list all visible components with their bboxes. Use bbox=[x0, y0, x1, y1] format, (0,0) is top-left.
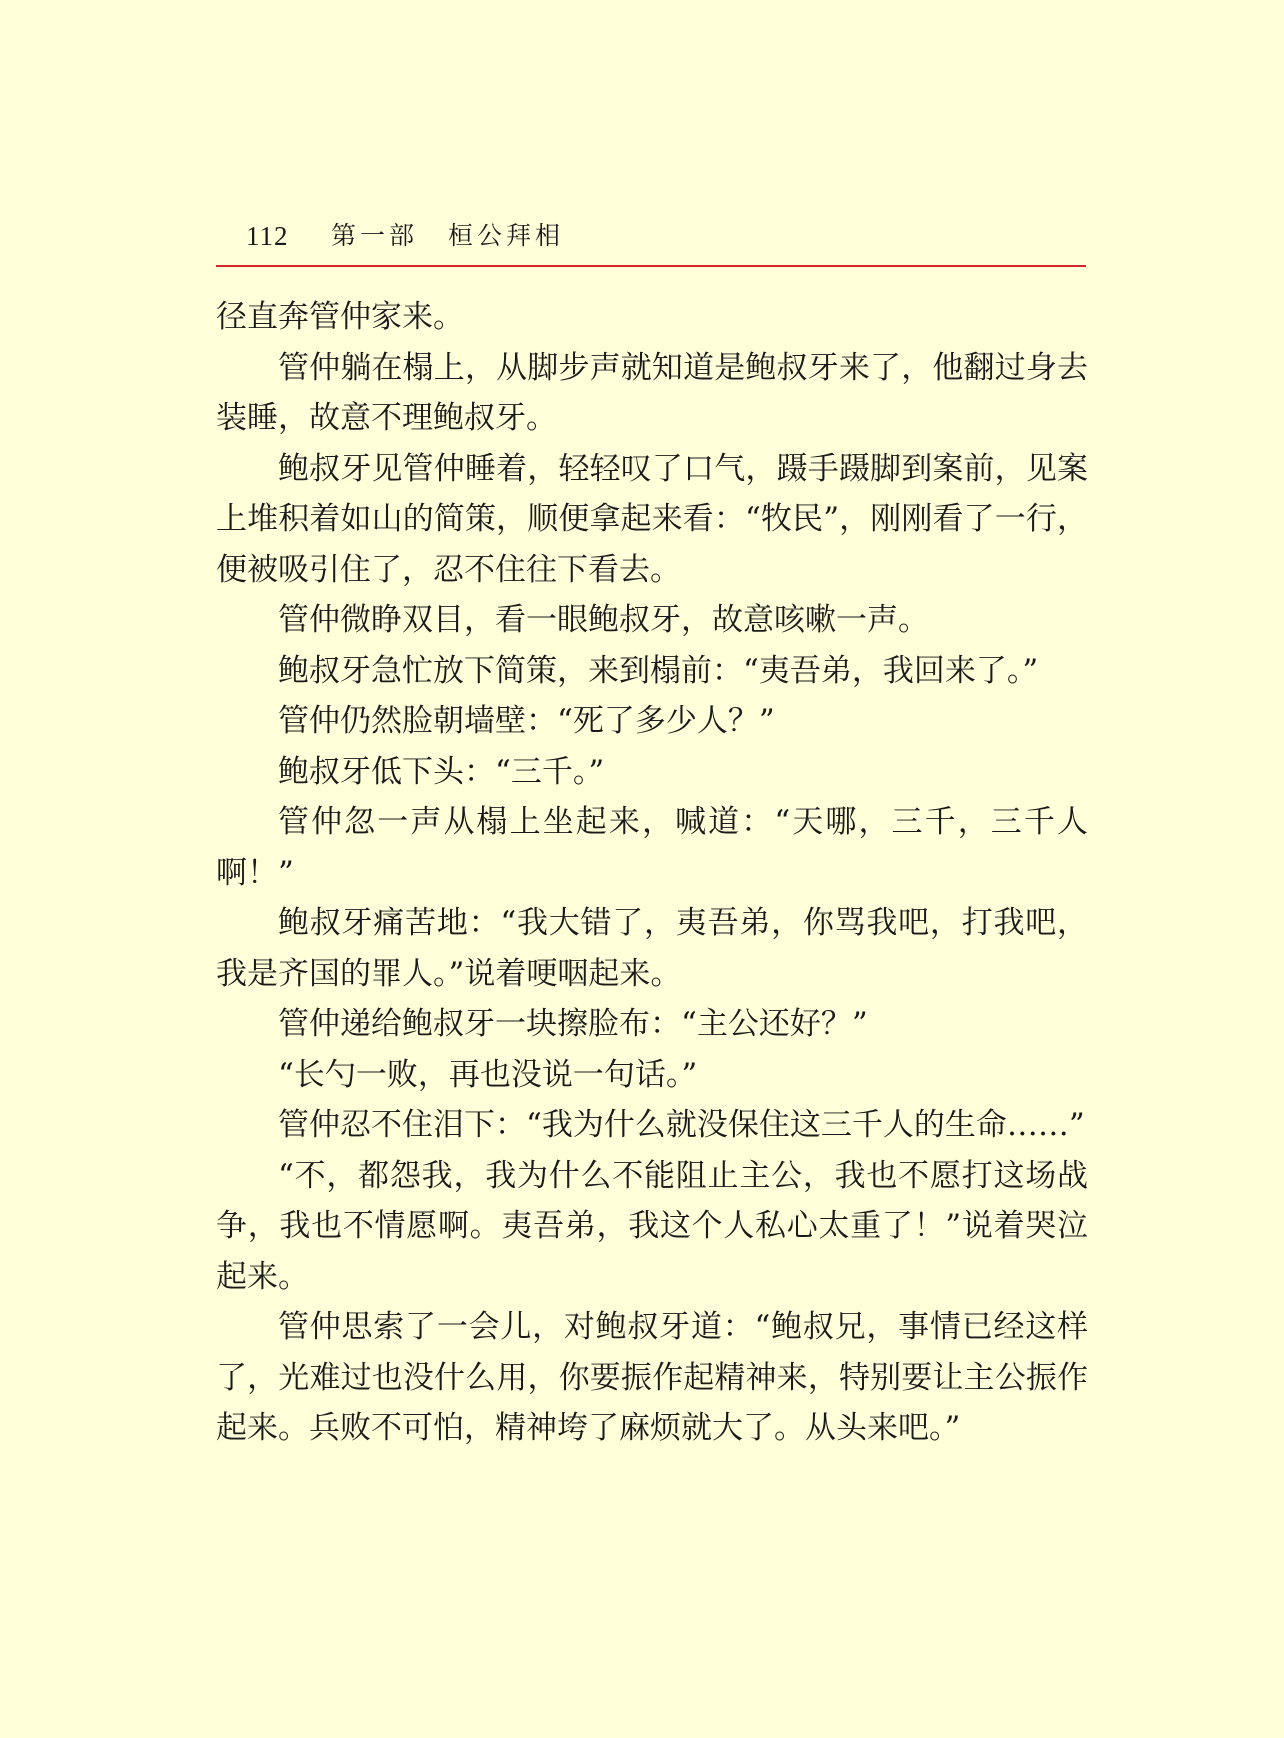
paragraph: 管仲忍不住泪下：“我为什么就没保住这三千人的生命……” bbox=[278, 1107, 1085, 1143]
paragraph: 鲍叔牙急忙放下简策，来到榻前：“夷吾弟，我回来了。” bbox=[278, 652, 1039, 689]
paragraph: 管仲躺在榻上，从脚步声就知道是鲍叔牙来了，他翻过身去装睡，故意不理鲍叔牙。 bbox=[216, 349, 1088, 436]
paragraph: 管仲忽一声从榻上坐起来，喊道：“天哪，三千，三千人啊！” bbox=[216, 804, 1088, 891]
paragraph: “不，都怨我，我为什么不能阻止主公，我也不愿打这场战争，我也不情愿啊。夷吾弟，我这个人私心太重了！”说着哭泣起来。 bbox=[216, 1157, 1088, 1295]
header-rule bbox=[216, 265, 1086, 267]
paragraph: 管仲递给鲍叔牙一块擦脸布：“主公还好？” bbox=[278, 1006, 868, 1042]
paragraph: 鲍叔牙痛苦地：“我大错了，夷吾弟，你骂我吧，打我吧，我是齐国的罪人。”说着哽咽起来。 bbox=[216, 905, 1088, 992]
paragraph: 管仲仍然脸朝墙壁：“死了多少人？” bbox=[278, 703, 775, 739]
running-header bbox=[216, 218, 1086, 254]
chapter-title: 桓公拜相 bbox=[448, 221, 565, 250]
paragraph: 管仲思索了一会儿，对鲍叔牙道：“鲍叔兄，事情已经这样了，光难过也没什么用，你要振作起精神来，特别要让主公振作起来。兵败不可怕，精神垮了麻烦就大了。从头来吧。” bbox=[216, 1309, 1088, 1446]
paragraph: 径直奔管仲家来。 bbox=[216, 299, 464, 335]
paragraph: “长勺一败，再也没说一句话。” bbox=[278, 1056, 698, 1093]
paragraph: 管仲微睁双目，看一眼鲍叔牙，故意咳嗽一声。 bbox=[278, 602, 929, 638]
body-text bbox=[216, 292, 1088, 1454]
page-number: 112 bbox=[246, 221, 289, 251]
paragraph: 鲍叔牙见管仲睡着，轻轻叹了口气，蹑手蹑脚到案前，见案上堆积着如山的简策，顺便拿起来看：“牧民”，刚刚看了一行，便被吸引住了，忍不住往下看去。 bbox=[216, 450, 1088, 588]
part-title: 第一部 bbox=[331, 221, 419, 250]
paragraph: 鲍叔牙低下头：“三千。” bbox=[278, 753, 605, 790]
